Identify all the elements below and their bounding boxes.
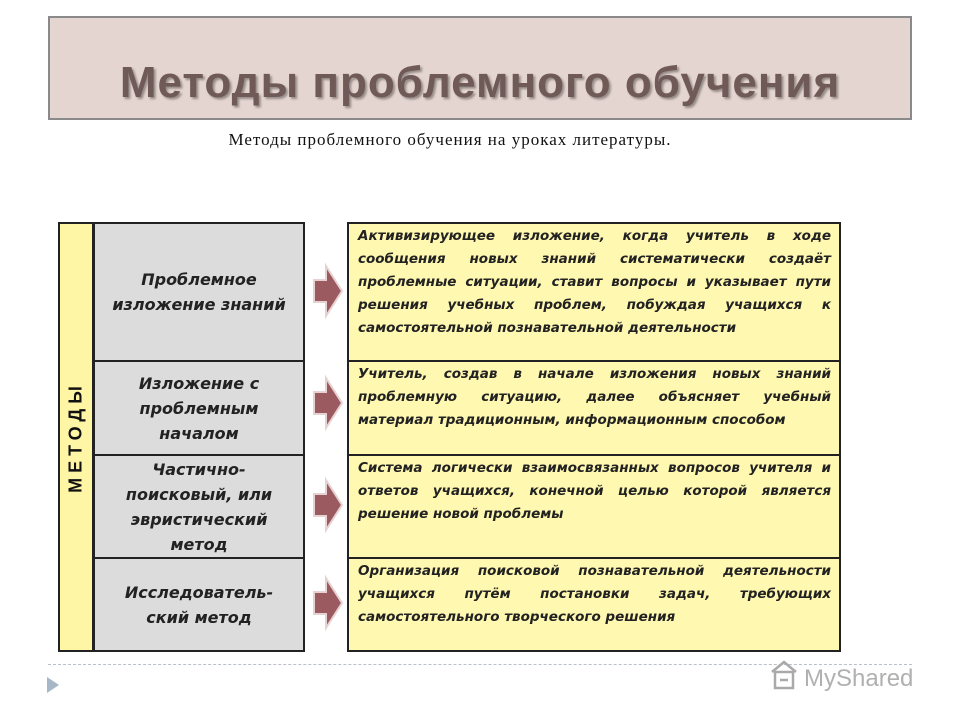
description-cell-4: Организация поисковой познавательной деятельности учащихся путём постановки задач, требующих самостоятельного творческого решения bbox=[347, 557, 841, 652]
arrow-icon bbox=[312, 258, 344, 324]
next-slide-icon[interactable] bbox=[44, 674, 62, 696]
method-cell-2: Изложение с проблемным началом bbox=[93, 360, 305, 456]
description-cell-2: Учитель, создав в начале изложения новых знаний проблемную ситуацию, далее объясняет учебный материал традиционным, информационным способом bbox=[347, 360, 841, 456]
myshared-logo bbox=[768, 658, 928, 694]
description-cell-1: Активизирующее изложение, когда учитель в ходе сообщения новых знаний систематически создаёт проблемные ситуации, ставит вопросы и указывает пути решения учебных проблем, побуждая учащихся к самостоятельной познавательной деятельности bbox=[347, 222, 841, 362]
methods-side-label bbox=[58, 222, 94, 652]
subtitle: Методы проблемного обучения на уроках литературы. bbox=[228, 130, 672, 149]
arrow-icon bbox=[312, 370, 344, 436]
method-cell-4: Исследователь-ский метод bbox=[93, 557, 305, 652]
page-title: Методы проблемного обучения bbox=[119, 58, 841, 107]
watermark-text: MyShared bbox=[804, 665, 914, 692]
method-cell-3: Частично-поисковый, или эвристический метод bbox=[93, 454, 305, 559]
method-cell-1: Проблемное изложение знаний bbox=[93, 222, 305, 362]
arrow-icon bbox=[312, 570, 344, 636]
description-cell-3: Система логически взаимосвязанных вопросов учителя и ответов учащихся, конечной целью которой является решение новой проблемы bbox=[347, 454, 841, 559]
side-label-text: МЕТОДЫ bbox=[65, 381, 86, 493]
arrow-icon bbox=[312, 472, 344, 538]
